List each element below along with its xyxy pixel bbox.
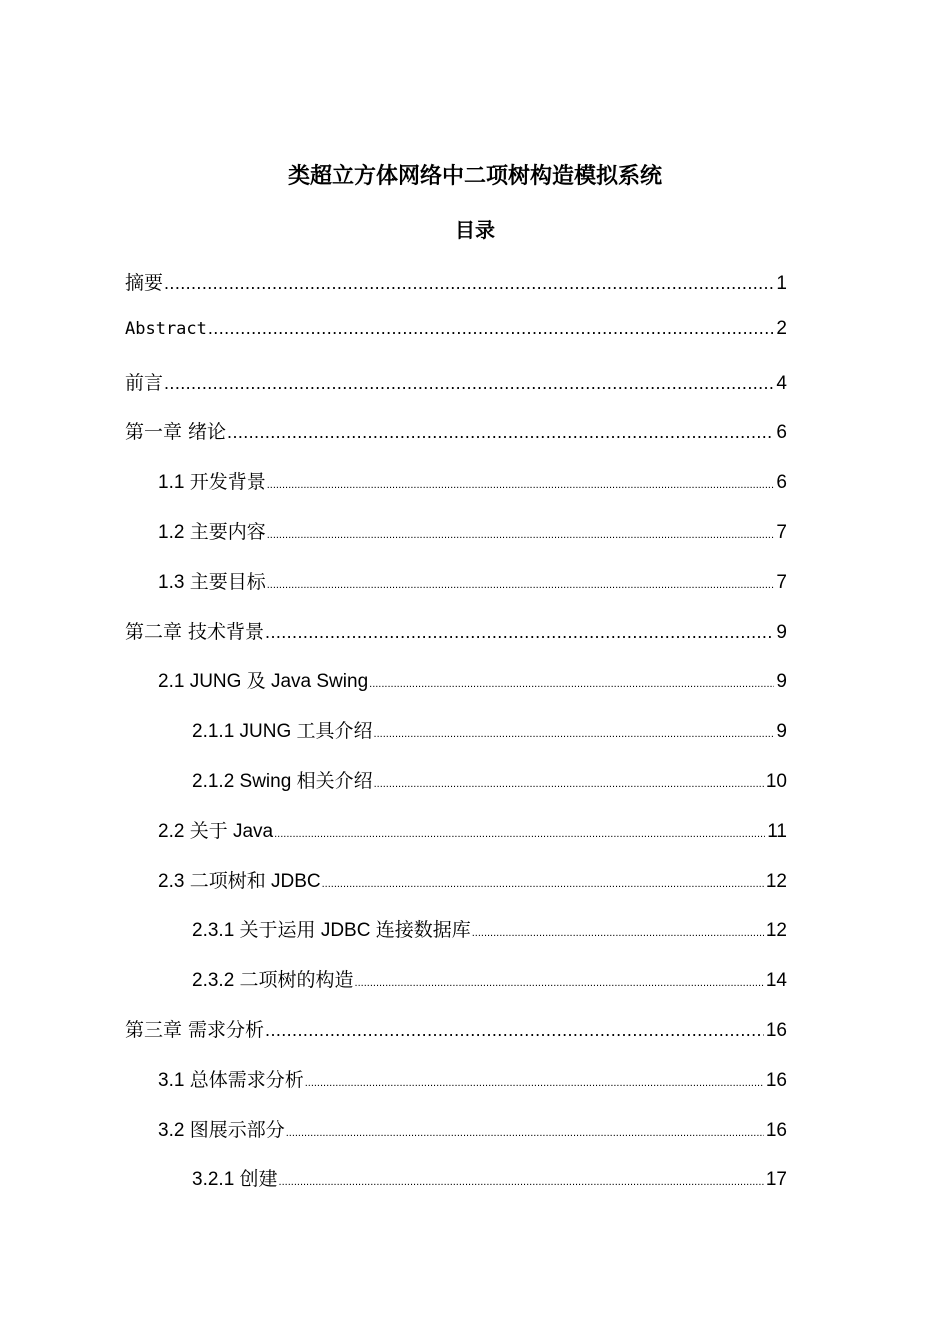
toc-entry[interactable] (125, 866, 787, 916)
toc-entry-page-number: 11 (767, 820, 787, 842)
toc-entry-label: 2.3.2 二项树的构造 (192, 970, 354, 992)
toc-entry-page-number: 9 (776, 721, 787, 743)
toc-entry[interactable] (125, 716, 787, 766)
toc-entry[interactable] (125, 915, 787, 965)
toc-entry-label: 2.1.2 Swing 相关介绍 (192, 770, 373, 792)
toc-entry-label: 2.3 二项树和 JDBC (158, 870, 321, 892)
toc-leader-dots (164, 273, 774, 294)
toc-entry[interactable] (125, 318, 787, 368)
toc-entry-label: 第一章 绪论 (125, 421, 227, 444)
toc-entry-label: 1.1 开发背景 (158, 472, 266, 494)
toc-entry-page-number: 12 (765, 870, 787, 892)
toc-entry-page-number: 7 (776, 521, 787, 543)
toc-entry[interactable] (125, 965, 787, 1015)
toc-entry-label: 摘要 (125, 272, 164, 294)
toc-entry-label: 2.3.1 关于运用 JDBC 连接数据库 (192, 920, 471, 942)
toc-entry-page-number: 9 (776, 621, 787, 643)
toc-entry-label: 3.2 图展示部分 (158, 1119, 285, 1141)
toc-entry-page-number: 9 (776, 671, 787, 693)
toc-entry[interactable] (125, 417, 787, 467)
toc-entry[interactable] (125, 268, 787, 318)
toc-entry-page-number: 6 (776, 422, 787, 444)
toc-entry-page-number: 4 (776, 372, 787, 394)
toc-leader-dots (322, 878, 764, 890)
toc-entry-label: 第二章 技术背景 (125, 620, 265, 643)
toc-leader-dots (286, 1127, 764, 1139)
toc-leader-dots (265, 622, 774, 643)
toc-entry-page-number: 2 (776, 317, 787, 339)
toc-leader-dots (265, 1020, 764, 1041)
toc-entry[interactable] (125, 1164, 787, 1214)
document-title: 类超立方体网络中二项树构造模拟系统 (287, 164, 662, 189)
toc-entry-label: 第三章 需求分析 (125, 1018, 265, 1041)
toc-entry[interactable] (125, 368, 787, 418)
toc-leader-dots (374, 778, 764, 790)
toc-entry-page-number: 1 (776, 273, 787, 294)
toc-entry-page-number: 7 (776, 571, 787, 593)
toc-entry-page-number: 17 (765, 1169, 787, 1191)
toc-entry-page-number: 10 (765, 770, 787, 792)
toc-entry[interactable] (125, 1015, 787, 1065)
toc-heading: 目录 (455, 218, 495, 242)
toc-entry[interactable] (125, 567, 787, 617)
toc-leader-dots (374, 728, 775, 740)
toc-entry-page-number: 12 (765, 920, 787, 942)
toc-entry-label: 2.1.1 JUNG 工具介绍 (192, 721, 373, 743)
toc-leader-dots (274, 828, 765, 840)
toc-entry-label: 1.2 主要内容 (158, 521, 266, 543)
toc-entry-page-number: 14 (765, 970, 787, 992)
toc-leader-dots (164, 373, 774, 394)
table-of-contents (125, 268, 787, 1214)
toc-leader-dots (267, 529, 775, 541)
toc-entry[interactable] (125, 1065, 787, 1115)
toc-leader-dots (267, 479, 775, 491)
toc-entry-page-number: 16 (765, 1019, 787, 1041)
toc-leader-dots (472, 927, 764, 939)
toc-entry[interactable] (125, 467, 787, 517)
toc-leader-dots (227, 422, 774, 443)
toc-entry-label: Abstract (125, 318, 207, 339)
toc-entry-page-number: 16 (765, 1069, 787, 1091)
toc-leader-dots (305, 1077, 764, 1089)
toc-leader-dots (355, 977, 764, 989)
toc-entry-label: 3.1 总体需求分析 (158, 1069, 304, 1091)
toc-leader-dots (369, 678, 774, 690)
toc-entry-page-number: 16 (765, 1119, 787, 1141)
toc-entry-label: 3.2.1 创建 (192, 1169, 278, 1191)
toc-entry[interactable] (125, 766, 787, 816)
toc-leader-dots (279, 1176, 764, 1188)
toc-entry-label: 1.3 主要目标 (158, 571, 266, 593)
toc-entry[interactable] (125, 816, 787, 866)
toc-entry-page-number: 6 (776, 472, 787, 494)
toc-entry[interactable] (125, 1115, 787, 1165)
toc-entry[interactable] (125, 666, 787, 716)
toc-entry[interactable] (125, 517, 787, 567)
toc-entry[interactable] (125, 617, 787, 667)
toc-entry-label: 前言 (125, 371, 164, 394)
toc-entry-label: 2.1 JUNG 及 Java Swing (158, 671, 369, 693)
toc-leader-dots (208, 318, 775, 339)
toc-leader-dots (267, 579, 775, 591)
toc-entry-label: 2.2 关于 Java (158, 820, 274, 842)
